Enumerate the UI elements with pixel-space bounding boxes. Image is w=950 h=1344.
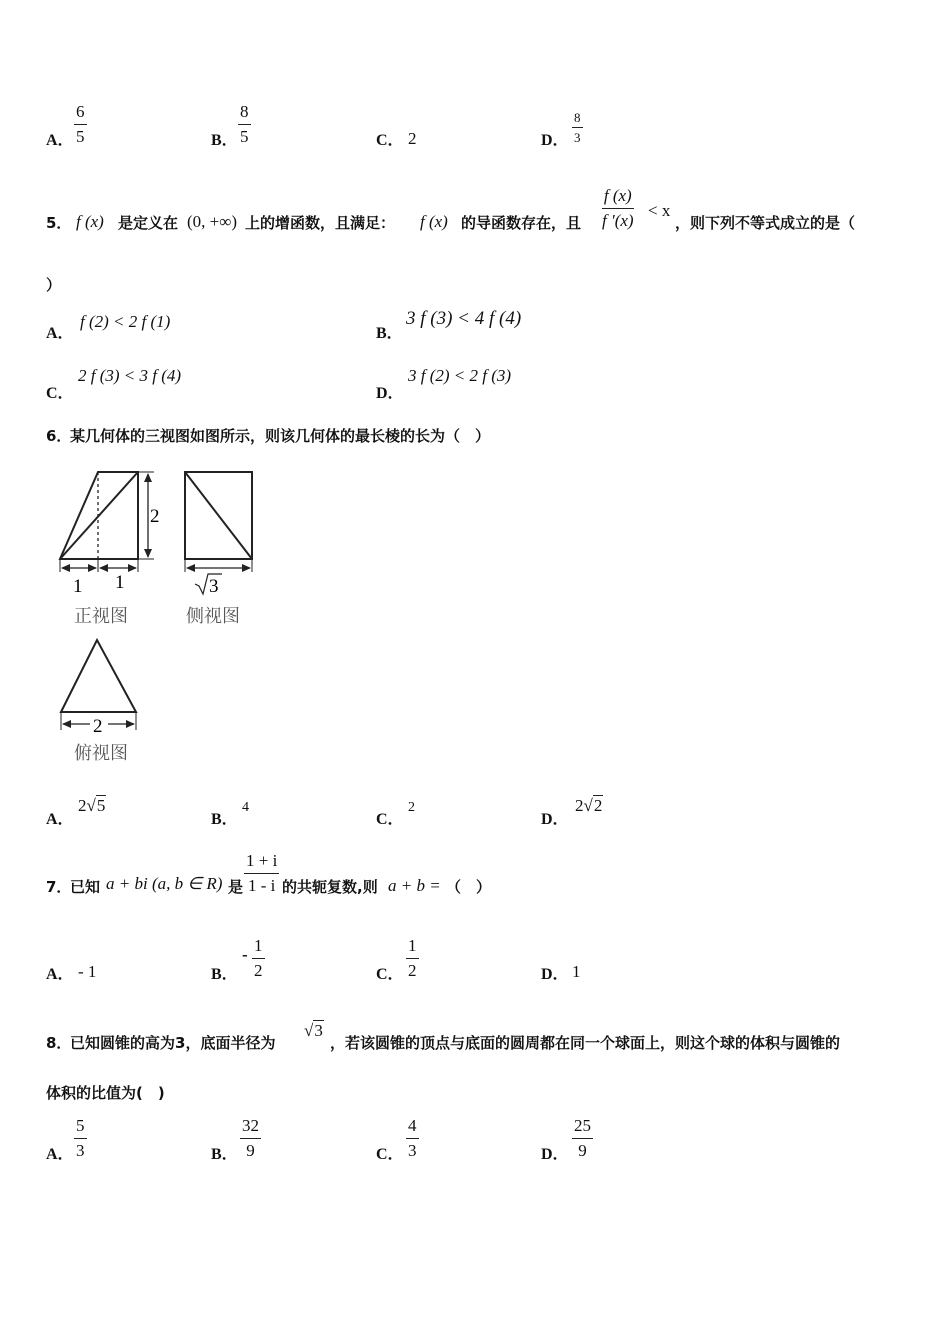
q6-option-d-value: 2√2 [575, 796, 603, 815]
fraction-numerator: 32 [240, 1116, 261, 1139]
q8-text-line-2: 体积的比值为( ) [46, 1084, 165, 1102]
front-view-caption: 正视图 [74, 606, 128, 626]
q6-option-d-label: D． [541, 811, 569, 828]
front-view-diagonal [60, 472, 138, 559]
three-view-figure [50, 462, 270, 772]
q5-fx-2: f (x) [420, 212, 448, 231]
q8-option-d-label: D． [541, 1146, 569, 1163]
fraction-denominator: 1 - i [247, 876, 276, 895]
height-label: 2 [150, 506, 160, 527]
q7-option-a-value: - 1 [78, 962, 97, 981]
q5-number: 5． [46, 214, 72, 232]
q4-option-c-value: 2 [408, 129, 417, 148]
q7-text-1: 已知 [70, 878, 101, 896]
fraction-numerator: 1 + i [244, 851, 279, 874]
q4-option-d-fraction [572, 110, 583, 145]
q5-fx: f (x) [76, 212, 104, 231]
q7-text-3: 的共轭复数,则 [282, 878, 378, 896]
q7-option-b-sign: - [242, 945, 248, 964]
q5-option-c-expr: 2 f (3) < 3 f (4) [78, 366, 182, 385]
front-width-label-1: 1 [73, 576, 83, 597]
q5-inequality: < x [648, 201, 671, 220]
q5-text-4: ，则下列不等式成立的是（ [675, 214, 856, 232]
fraction-denominator: 2 [254, 961, 263, 980]
fraction-denominator: 3 [408, 1141, 417, 1160]
q5-text-3: 的导函数存在，且 [461, 214, 582, 232]
q5-interval: (0, +∞) [187, 212, 238, 231]
top-width-label: 2 [93, 716, 103, 737]
q6-option-c-value: 2 [408, 800, 415, 815]
q8-text-1: 已知圆锥的高为3，底面半径为 [70, 1034, 276, 1052]
q7-option-b-label: B． [211, 966, 238, 983]
q5-option-a-label: A． [46, 325, 74, 342]
q7-option-c-label: C． [376, 966, 404, 983]
q4-option-b-fraction [238, 102, 251, 147]
q5-option-a-expr: f (2) < 2 f (1) [80, 312, 171, 331]
q4-option-a-label: A． [46, 132, 74, 149]
front-width-label-2: 1 [115, 572, 125, 593]
q8-number: 8． [46, 1034, 72, 1052]
q5-option-d-expr: 3 f (2) < 2 f (3) [408, 366, 512, 385]
q5-close-paren: ） [46, 276, 62, 294]
q4-option-a-fraction [74, 102, 87, 147]
q7-text-2: 是 [228, 878, 244, 896]
radicand: 5 [96, 796, 106, 815]
top-view-caption: 俯视图 [74, 743, 128, 763]
fraction-denominator: 3 [574, 130, 581, 145]
q7-expr-1: a + bi (a, b ∈ R) [106, 874, 223, 893]
q7-option-a-label: A． [46, 966, 74, 983]
coefficient: 2 [575, 796, 584, 815]
q8-option-d-fraction [572, 1116, 593, 1161]
fraction-denominator: 2 [408, 961, 417, 980]
q6-option-b-value: 4 [242, 800, 249, 815]
radicand: 2 [593, 796, 603, 815]
q8-option-b-fraction [240, 1116, 261, 1161]
q7-fraction [244, 851, 279, 896]
q6-option-c-label: C． [376, 811, 404, 828]
q4-option-c-label: C． [376, 132, 404, 149]
q8-option-c-fraction [406, 1116, 419, 1161]
coefficient: 2 [78, 796, 87, 815]
fraction-denominator: 9 [246, 1141, 255, 1160]
q7-expr-2: a + b = [388, 876, 441, 895]
q6-number: 6． [46, 427, 72, 445]
fraction-denominator: 5 [76, 127, 85, 146]
q5-option-b-expr: 3 f (3) < 4 f (4) [406, 308, 522, 329]
fraction-denominator: 5 [240, 127, 249, 146]
q6-option-b-label: B． [211, 811, 238, 828]
fraction-denominator: 3 [76, 1141, 85, 1160]
fraction-denominator: 9 [578, 1141, 587, 1160]
q5-option-d-label: D． [376, 385, 404, 402]
q6-option-a-label: A． [46, 811, 74, 828]
q8-text-2: ，若该圆锥的顶点与底面的圆周都在同一个球面上，则这个球的体积与圆锥的 [330, 1034, 841, 1052]
fraction-numerator: 6 [74, 102, 87, 125]
side-view-caption: 侧视图 [186, 606, 240, 626]
q7-number: 7． [46, 878, 72, 896]
side-width-label: 3 [209, 576, 219, 597]
q8-sqrt: √3 [304, 1021, 323, 1040]
q8-option-a-label: A． [46, 1146, 74, 1163]
fraction-numerator: 4 [406, 1116, 419, 1139]
radicand: 3 [314, 1021, 323, 1040]
q4-option-d-label: D． [541, 132, 569, 149]
q6-option-a-value: 2√5 [78, 796, 106, 815]
q6-text: 某几何体的三视图如图所示，则该几何体的最长棱的长为（ ） [70, 427, 491, 445]
q7-option-d-label: D． [541, 966, 569, 983]
q8-option-a-fraction [74, 1116, 87, 1161]
q5-option-b-label: B． [376, 325, 403, 342]
fraction-numerator: f (x) [602, 186, 634, 209]
fraction-numerator: 8 [572, 110, 583, 128]
q5-ratio-fraction [600, 186, 636, 231]
fraction-numerator: 5 [74, 1116, 87, 1139]
fraction-numerator: 1 [406, 936, 419, 959]
q8-option-b-label: B． [211, 1146, 238, 1163]
q7-option-b-fraction [252, 936, 265, 981]
q5-text-2: 上的增函数，且满足： [245, 214, 396, 232]
q7-option-d-value: 1 [572, 962, 581, 981]
fraction-numerator: 8 [238, 102, 251, 125]
q7-option-c-fraction [406, 936, 419, 981]
fraction-numerator: 25 [572, 1116, 593, 1139]
top-view-outline [61, 640, 136, 712]
fraction-numerator: 1 [252, 936, 265, 959]
side-view-diagonal [185, 472, 252, 559]
q5-option-c-label: C． [46, 385, 74, 402]
q5-text-1: 是定义在 [118, 214, 179, 232]
q4-option-b-label: B． [211, 132, 238, 149]
fraction-denominator: f ′(x) [602, 211, 634, 230]
q7-paren: （ ） [446, 878, 492, 896]
q8-option-c-label: C． [376, 1146, 404, 1163]
